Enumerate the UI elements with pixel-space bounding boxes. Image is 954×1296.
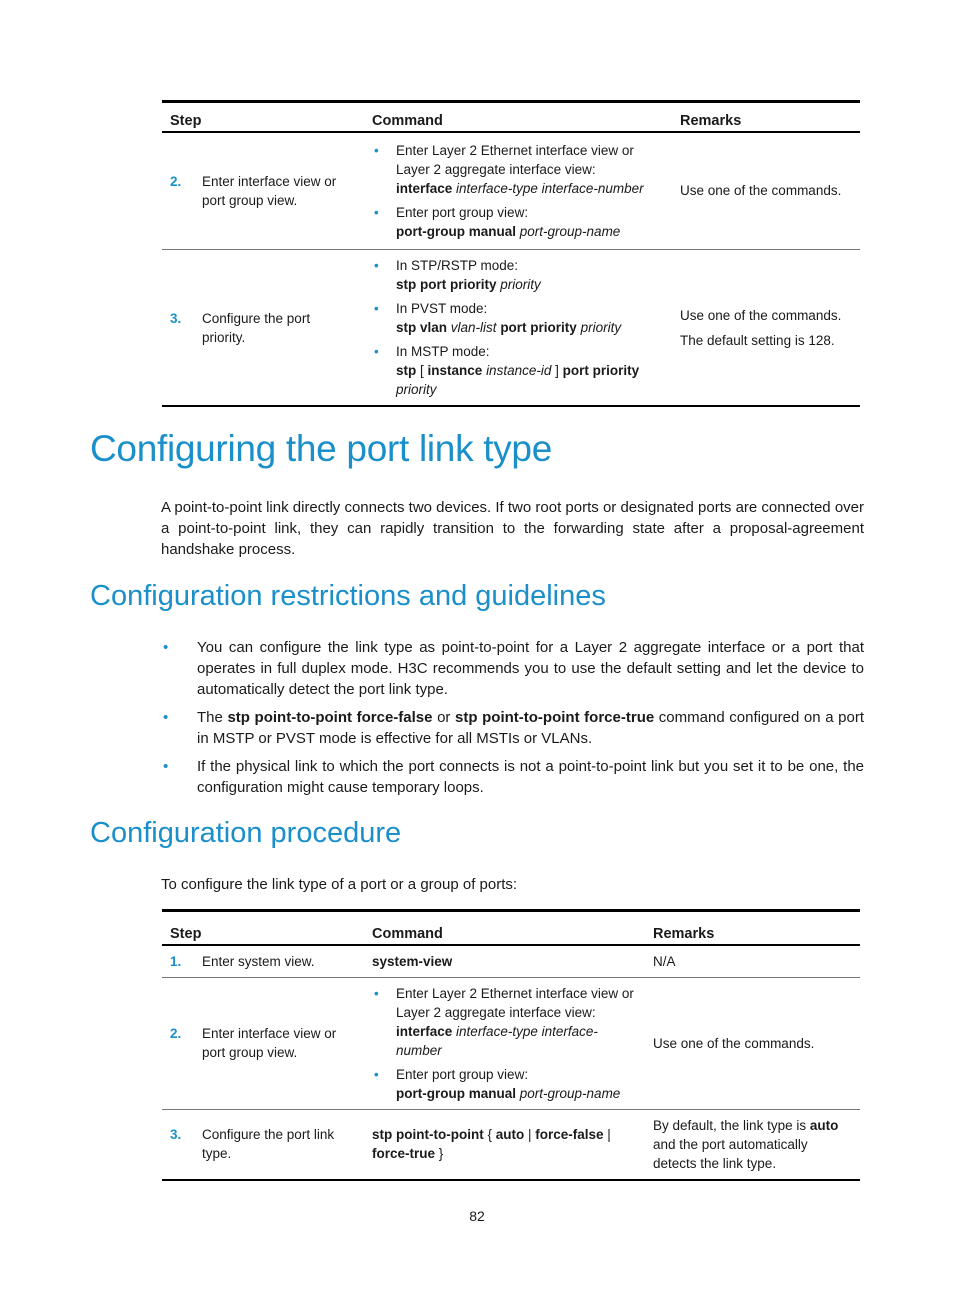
command-arg: priority xyxy=(500,277,541,292)
bracket: ] xyxy=(551,363,563,378)
remark-cell: Use one of the commands. xyxy=(680,183,842,199)
command-keyword: instance xyxy=(427,363,483,378)
page-number: 82 xyxy=(469,1208,485,1224)
link-type-table xyxy=(162,909,860,1181)
separator: | xyxy=(603,1127,615,1142)
command-keyword: port-group manual xyxy=(396,223,516,239)
command-arg: port-group-name xyxy=(519,223,621,239)
header-command: Command xyxy=(372,112,443,129)
command-arg: priority xyxy=(396,382,437,397)
command-item xyxy=(372,342,664,399)
command-desc: Enter port group view: xyxy=(396,1066,529,1082)
command-desc: Enter Layer 2 Ethernet interface view or Layer 2 aggregate interface view: xyxy=(396,142,634,177)
command-item xyxy=(372,299,664,337)
command-keyword: port-group manual xyxy=(396,1085,516,1101)
command-keyword: stp point-to-point force-false xyxy=(227,709,433,726)
step-number: 3. xyxy=(170,1127,182,1142)
text: and the port automatically detects the link type. xyxy=(653,1136,808,1171)
step-cell xyxy=(162,1109,364,1180)
command-keyword: force-true xyxy=(372,1146,436,1161)
command-keyword: interface xyxy=(396,1023,453,1039)
command-item xyxy=(372,141,664,198)
command-item xyxy=(372,256,664,294)
command-keyword: stp xyxy=(396,363,417,378)
command-keyword: interface xyxy=(396,180,453,196)
command-cell xyxy=(364,250,672,407)
step-cell xyxy=(162,977,364,1109)
table-row xyxy=(162,945,860,978)
command-keyword: port priority xyxy=(562,363,640,378)
list-item xyxy=(161,707,864,749)
command-keyword: stp point-to-point xyxy=(372,1127,484,1142)
text: The xyxy=(197,709,228,726)
text: command configured on a port in MSTP or PVST mode is effective for all MSTIs or VLANs. xyxy=(197,709,864,747)
step-text: Enter system view. xyxy=(202,953,315,969)
remark-line: Use one of the commands. xyxy=(680,307,842,323)
command-cell xyxy=(364,1109,645,1180)
step-number: 1. xyxy=(170,953,182,969)
command-cell xyxy=(364,945,645,978)
bracket: { xyxy=(483,1127,496,1142)
remark-line: The default setting is 128. xyxy=(680,332,835,348)
command-arg: port-group-name xyxy=(519,1085,621,1101)
command-desc: In PVST mode: xyxy=(396,301,488,316)
table-header-row xyxy=(162,911,860,945)
bracket: [ xyxy=(416,363,428,378)
command-keyword: auto xyxy=(809,1117,839,1133)
remark-cell xyxy=(672,250,860,407)
remark-cell: N/A xyxy=(653,953,676,969)
header-step: Step xyxy=(170,925,202,942)
remark-cell xyxy=(645,1109,860,1180)
step-text: Configure the port priority. xyxy=(202,310,311,345)
step-number: 2. xyxy=(170,1026,182,1041)
command-keyword: port priority xyxy=(500,320,577,335)
command-arg: instance-id xyxy=(486,363,552,378)
section-title: Configuring the port link type xyxy=(90,428,552,469)
guidelines-list xyxy=(161,637,864,805)
table-row xyxy=(162,1109,860,1180)
command-keyword: force-false xyxy=(535,1127,604,1142)
header-step: Step xyxy=(170,112,202,129)
separator: | xyxy=(524,1127,536,1142)
command-arg: interface-type interface-number xyxy=(396,1023,598,1058)
list-item: • If the physical link to which the port connects is not a point-to-point link but you set it to be one, the configuration might cause temporary loops. xyxy=(161,756,864,798)
intro-paragraph: A point-to-point link directly connects two devices. If two root ports or designated ports are connected over a point-to-point link, they can rapidly transition to the forwarding state after a proposal-agreement handshake process. xyxy=(161,499,864,558)
procedure-intro: To configure the link type of a port or a group of ports: xyxy=(161,876,518,893)
text: or xyxy=(432,709,456,726)
command-arg: interface-type interface-number xyxy=(456,180,644,196)
command-keyword: stp vlan xyxy=(396,320,448,335)
command-desc: Enter port group view: xyxy=(396,204,529,220)
command-cell xyxy=(364,132,672,250)
step-text: Enter interface view or port group view. xyxy=(202,1026,337,1060)
command-keyword: stp point-to-point force-true xyxy=(455,709,655,726)
command-desc: Enter Layer 2 Ethernet interface view or Layer 2 aggregate interface view: xyxy=(396,985,634,1020)
command-item xyxy=(372,984,637,1060)
table-row xyxy=(162,977,860,1109)
command-keyword: auto xyxy=(495,1127,525,1142)
step-text: Configure the port link type. xyxy=(202,1127,335,1161)
step-number: 2. xyxy=(170,173,182,189)
port-priority-table xyxy=(162,100,860,407)
step-cell xyxy=(162,132,364,250)
step-cell xyxy=(162,250,364,407)
header-command: Command xyxy=(372,925,443,942)
subsection-heading: Configuration procedure xyxy=(90,817,402,849)
table-row xyxy=(162,132,860,250)
header-remarks: Remarks xyxy=(653,925,715,942)
command-desc: In STP/RSTP mode: xyxy=(396,258,519,273)
remark-cell: Use one of the commands. xyxy=(653,1035,815,1051)
table-row xyxy=(162,250,860,407)
subsection-heading: Configuration restrictions and guidelines xyxy=(90,580,606,612)
table-header-row xyxy=(162,102,860,132)
list-item: • You can configure the link type as point-to-point for a Layer 2 aggregate interface or a port that operates in full duplex mode. H3C recommends you to use the default setting and let the device to automatically detect the port link type. xyxy=(161,637,864,700)
step-number: 3. xyxy=(170,310,182,326)
header-remarks: Remarks xyxy=(680,112,742,129)
step-cell xyxy=(162,945,364,978)
step-text: Enter interface view or port group view. xyxy=(202,173,337,208)
text: By default, the link type is xyxy=(653,1117,810,1133)
command-keyword: stp port priority xyxy=(396,277,497,292)
bracket: } xyxy=(435,1146,444,1161)
command-arg: vlan-list xyxy=(450,320,497,335)
command-item xyxy=(372,1065,637,1103)
command-arg: priority xyxy=(580,320,622,335)
command-cell xyxy=(364,977,645,1109)
command-keyword: system-view xyxy=(372,953,453,969)
command-desc: In MSTP mode: xyxy=(396,344,490,359)
command-item xyxy=(372,203,664,241)
